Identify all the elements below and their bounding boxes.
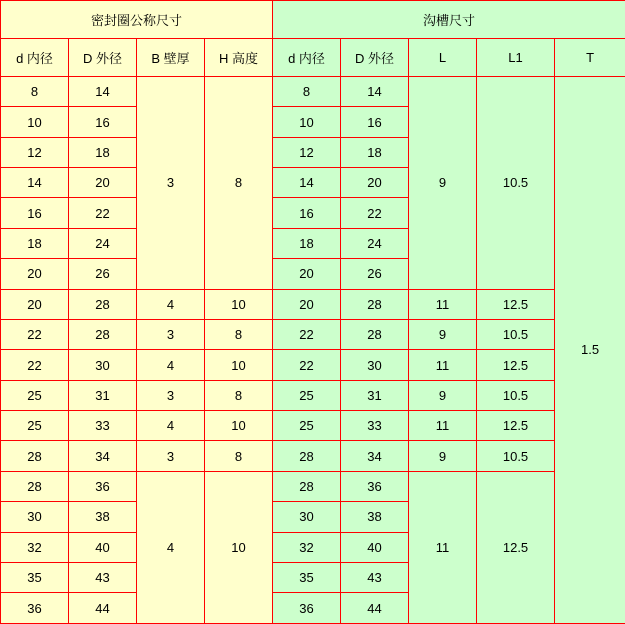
- cell-groove-outer-diameter: 31: [341, 380, 409, 410]
- group-header-groove: 沟槽尺寸: [273, 1, 625, 39]
- cell-seal-inner-diameter: 28: [1, 471, 69, 501]
- cell-groove-inner-diameter: 36: [273, 593, 341, 624]
- cell-l: 11: [409, 411, 477, 441]
- cell-groove-inner-diameter: 20: [273, 289, 341, 319]
- cell-l1: 12.5: [477, 289, 555, 319]
- column-header-wall-thickness: B 壁厚: [137, 38, 205, 76]
- cell-l1-merged: 12.5: [477, 471, 555, 623]
- cell-seal-outer-diameter: 28: [69, 289, 137, 319]
- cell-groove-outer-diameter: 28: [341, 289, 409, 319]
- cell-groove-outer-diameter: 33: [341, 411, 409, 441]
- cell-seal-inner-diameter: 35: [1, 562, 69, 592]
- cell-seal-inner-diameter: 36: [1, 593, 69, 624]
- cell-seal-inner-diameter: 25: [1, 411, 69, 441]
- cell-seal-inner-diameter: 25: [1, 380, 69, 410]
- cell-seal-inner-diameter: 10: [1, 107, 69, 137]
- cell-groove-inner-diameter: 25: [273, 411, 341, 441]
- cell-l1: 10.5: [477, 319, 555, 349]
- cell-seal-inner-diameter: 30: [1, 502, 69, 532]
- column-header-l: L: [409, 38, 477, 76]
- cell-seal-outer-diameter: 30: [69, 350, 137, 380]
- cell-height: 10: [205, 411, 273, 441]
- cell-groove-inner-diameter: 10: [273, 107, 341, 137]
- cell-seal-outer-diameter: 20: [69, 168, 137, 198]
- cell-groove-outer-diameter: 24: [341, 228, 409, 258]
- cell-height-merged: 10: [205, 471, 273, 623]
- cell-seal-inner-diameter: 8: [1, 76, 69, 106]
- cell-groove-inner-diameter: 25: [273, 380, 341, 410]
- cell-seal-inner-diameter: 20: [1, 289, 69, 319]
- cell-wall-thickness: 4: [137, 289, 205, 319]
- cell-seal-outer-diameter: 16: [69, 107, 137, 137]
- cell-seal-inner-diameter: 28: [1, 441, 69, 471]
- cell-groove-outer-diameter: 40: [341, 532, 409, 562]
- cell-seal-outer-diameter: 31: [69, 380, 137, 410]
- cell-l1: 12.5: [477, 350, 555, 380]
- cell-groove-outer-diameter: 38: [341, 502, 409, 532]
- table-row: [1, 76, 625, 106]
- cell-l-merged: 11: [409, 471, 477, 623]
- column-header-l1: L1: [477, 38, 555, 76]
- cell-groove-outer-diameter: 43: [341, 562, 409, 592]
- cell-seal-outer-diameter: 44: [69, 593, 137, 624]
- cell-groove-outer-diameter: 22: [341, 198, 409, 228]
- cell-height: 8: [205, 380, 273, 410]
- table-row: [1, 289, 625, 319]
- cell-seal-outer-diameter: 33: [69, 411, 137, 441]
- cell-groove-inner-diameter: 16: [273, 198, 341, 228]
- cell-wall-thickness: 3: [137, 441, 205, 471]
- column-header-groove-inner-diameter: d 内径: [273, 38, 341, 76]
- cell-l1: 12.5: [477, 411, 555, 441]
- cell-groove-inner-diameter: 28: [273, 471, 341, 501]
- cell-groove-inner-diameter: 22: [273, 319, 341, 349]
- cell-seal-inner-diameter: 18: [1, 228, 69, 258]
- cell-groove-inner-diameter: 20: [273, 259, 341, 289]
- cell-groove-outer-diameter: 36: [341, 471, 409, 501]
- cell-seal-inner-diameter: 22: [1, 350, 69, 380]
- cell-l1: 10.5: [477, 380, 555, 410]
- column-header-seal-outer-diameter: D 外径: [69, 38, 137, 76]
- cell-seal-inner-diameter: 32: [1, 532, 69, 562]
- cell-height-merged: 8: [205, 76, 273, 289]
- cell-groove-outer-diameter: 20: [341, 168, 409, 198]
- cell-groove-outer-diameter: 30: [341, 350, 409, 380]
- column-header-t: T: [555, 38, 625, 76]
- cell-l1-merged: 10.5: [477, 76, 555, 289]
- cell-groove-inner-diameter: 22: [273, 350, 341, 380]
- cell-l1: 10.5: [477, 441, 555, 471]
- column-header-groove-outer-diameter: D 外径: [341, 38, 409, 76]
- cell-groove-outer-diameter: 28: [341, 319, 409, 349]
- cell-wall-thickness: 3: [137, 319, 205, 349]
- column-header-seal-inner-diameter: d 内径: [1, 38, 69, 76]
- group-header-row: [1, 1, 625, 39]
- cell-groove-outer-diameter: 14: [341, 76, 409, 106]
- cell-wall-thickness: 4: [137, 350, 205, 380]
- cell-seal-outer-diameter: 26: [69, 259, 137, 289]
- table-row: [1, 471, 625, 501]
- cell-groove-inner-diameter: 8: [273, 76, 341, 106]
- cell-groove-outer-diameter: 18: [341, 137, 409, 167]
- cell-groove-outer-diameter: 26: [341, 259, 409, 289]
- cell-seal-inner-diameter: 12: [1, 137, 69, 167]
- cell-t-merged: 1.5: [555, 76, 625, 623]
- cell-height: 10: [205, 350, 273, 380]
- cell-l: 11: [409, 289, 477, 319]
- cell-wall-thickness-merged: 3: [137, 76, 205, 289]
- cell-seal-outer-diameter: 14: [69, 76, 137, 106]
- table-row: [1, 441, 625, 471]
- cell-seal-outer-diameter: 24: [69, 228, 137, 258]
- cell-seal-inner-diameter: 20: [1, 259, 69, 289]
- cell-groove-inner-diameter: 32: [273, 532, 341, 562]
- table-row: [1, 411, 625, 441]
- cell-groove-inner-diameter: 18: [273, 228, 341, 258]
- cell-groove-inner-diameter: 14: [273, 168, 341, 198]
- cell-groove-inner-diameter: 35: [273, 562, 341, 592]
- column-header-height: H 高度: [205, 38, 273, 76]
- cell-groove-inner-diameter: 30: [273, 502, 341, 532]
- cell-groove-outer-diameter: 16: [341, 107, 409, 137]
- cell-seal-outer-diameter: 28: [69, 319, 137, 349]
- cell-l: 11: [409, 350, 477, 380]
- column-header-row: [1, 38, 625, 76]
- cell-groove-inner-diameter: 28: [273, 441, 341, 471]
- cell-l: 9: [409, 319, 477, 349]
- cell-l: 9: [409, 441, 477, 471]
- cell-wall-thickness: 3: [137, 380, 205, 410]
- cell-l: 9: [409, 380, 477, 410]
- cell-seal-outer-diameter: 36: [69, 471, 137, 501]
- cell-height: 8: [205, 319, 273, 349]
- table-row: [1, 350, 625, 380]
- cell-wall-thickness: 4: [137, 411, 205, 441]
- cell-height: 8: [205, 441, 273, 471]
- cell-seal-outer-diameter: 38: [69, 502, 137, 532]
- cell-seal-outer-diameter: 18: [69, 137, 137, 167]
- cell-groove-outer-diameter: 34: [341, 441, 409, 471]
- cell-seal-outer-diameter: 34: [69, 441, 137, 471]
- table-row: [1, 380, 625, 410]
- cell-seal-outer-diameter: 43: [69, 562, 137, 592]
- cell-seal-inner-diameter: 22: [1, 319, 69, 349]
- cell-groove-inner-diameter: 12: [273, 137, 341, 167]
- cell-l-merged: 9: [409, 76, 477, 289]
- cell-seal-inner-diameter: 14: [1, 168, 69, 198]
- cell-seal-outer-diameter: 40: [69, 532, 137, 562]
- cell-wall-thickness-merged: 4: [137, 471, 205, 623]
- cell-seal-outer-diameter: 22: [69, 198, 137, 228]
- cell-groove-outer-diameter: 44: [341, 593, 409, 624]
- group-header-seal-ring: 密封圈公称尺寸: [1, 1, 273, 39]
- table-row: [1, 319, 625, 349]
- cell-height: 10: [205, 289, 273, 319]
- cell-seal-inner-diameter: 16: [1, 198, 69, 228]
